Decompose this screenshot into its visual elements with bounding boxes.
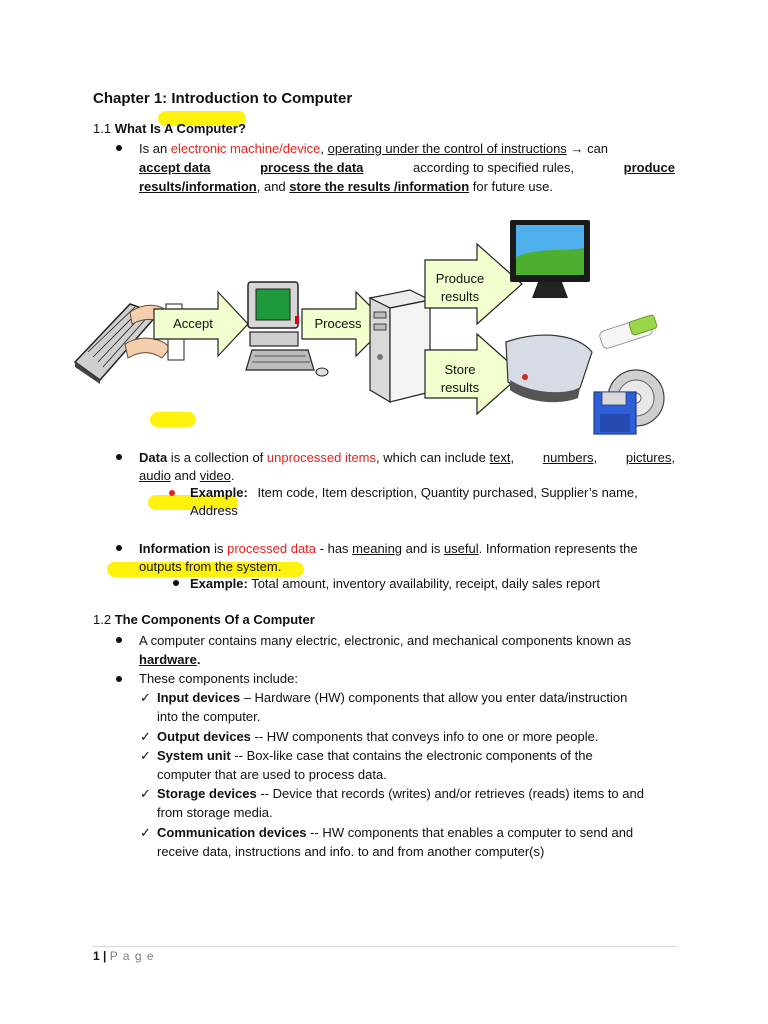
text: - has xyxy=(316,541,353,556)
page-number: 1 xyxy=(93,949,100,963)
text: , xyxy=(320,141,328,156)
keyword-produce: produce xyxy=(623,160,675,175)
keyword-results-information: results/information xyxy=(139,179,257,194)
keyword-text: text xyxy=(489,450,511,465)
information-example xyxy=(190,575,600,593)
definition-line-1 xyxy=(139,139,675,158)
section-heading-1-1 xyxy=(93,121,246,136)
check-icon: ✓ xyxy=(140,690,151,705)
keyword-meaning: meaning xyxy=(352,541,403,556)
label-line: results xyxy=(440,289,480,304)
component-system-unit xyxy=(157,746,675,784)
component-input-devices xyxy=(157,688,675,726)
example-label: Example: xyxy=(190,485,248,500)
text: and xyxy=(170,468,200,483)
keyword-information: Information xyxy=(139,541,211,556)
example-text: Total amount, inventory availability, receipt, daily sales report xyxy=(247,576,600,591)
external-drive-icon xyxy=(506,335,592,402)
data-example xyxy=(190,484,638,502)
bullet xyxy=(116,545,122,551)
keyword-processed-data: processed data xyxy=(227,541,317,556)
component-name: System unit xyxy=(157,748,231,763)
section-number: 1.2 xyxy=(93,612,115,627)
component-desc-cont: computer that are used to process data. xyxy=(157,767,387,782)
bullet xyxy=(116,637,122,643)
component-name: Communication devices xyxy=(157,825,307,840)
keyword-audio: audio xyxy=(139,468,171,483)
floppy-disk-cd-icon xyxy=(594,370,664,434)
component-desc-cont: from storage media. xyxy=(157,805,273,820)
keyword-accept-data: accept data xyxy=(139,160,211,175)
page-footer xyxy=(93,949,155,963)
bullet xyxy=(169,490,175,496)
definition-line-2 xyxy=(139,158,675,177)
page-label: P a g e xyxy=(109,949,155,963)
component-desc: -- Device that records (writes) and/or retrieves (reads) items to and xyxy=(256,786,644,801)
check-icon: ✓ xyxy=(140,729,151,744)
keyword-useful: useful xyxy=(443,541,479,556)
text: Is an xyxy=(139,141,171,156)
component-desc: -- Box-like case that contains the electronic components of the xyxy=(230,748,593,763)
component-name: Input devices xyxy=(157,690,241,705)
keyword-video: video xyxy=(199,468,231,483)
text: can xyxy=(587,141,609,156)
label-line: results xyxy=(440,380,480,395)
check-icon: ✓ xyxy=(140,786,151,801)
keyword-electronic-machine: electronic machine/device xyxy=(170,141,321,156)
component-communication-devices xyxy=(157,823,675,861)
check-icon: ✓ xyxy=(140,825,151,840)
process-label: Process xyxy=(314,316,362,331)
produce-results-label xyxy=(425,270,495,306)
component-desc: -- HW components that conveys info to one or more people. xyxy=(250,729,599,744)
text: . xyxy=(196,652,201,667)
component-desc: – Hardware (HW) components that allow you enter data/instruction xyxy=(240,690,628,705)
data-definition-line-1: Data is a collection of unprocessed items, which can include text, numbers, pictures, xyxy=(139,450,675,465)
section-heading-1-2 xyxy=(93,612,315,627)
system-unit-icon xyxy=(370,290,430,402)
keyword-control-instructions: operating under the control of instructions xyxy=(327,141,567,156)
text: is a collection of xyxy=(167,450,267,465)
footer-separator: | xyxy=(99,949,110,963)
components-intro: These components include: xyxy=(139,671,298,686)
hardware-line-2 xyxy=(139,650,675,669)
text: and is xyxy=(402,541,444,556)
label-line: Produce xyxy=(435,271,485,286)
text: according to specified rules, xyxy=(412,160,575,175)
label-line: Store xyxy=(444,362,476,377)
bullet xyxy=(116,454,122,460)
component-output-devices xyxy=(157,727,675,746)
keyword-store-results: store the results /information xyxy=(289,179,470,194)
definition-line-3 xyxy=(139,177,675,196)
component-storage-devices xyxy=(157,784,675,822)
text: , which can include xyxy=(376,450,490,465)
store-results-label xyxy=(425,361,495,397)
bullet xyxy=(116,676,122,682)
text: . Information represents the xyxy=(478,541,638,556)
data-example-line-2: Address xyxy=(190,503,238,518)
keyword-data: Data xyxy=(139,450,168,465)
section-title: What Is A Computer? xyxy=(114,121,246,136)
ipo-diagram xyxy=(70,212,670,442)
monitor-icon xyxy=(510,220,590,298)
example-text: Item code, Item description, Quantity purchased, Supplier’s name, xyxy=(257,485,638,500)
bullet xyxy=(173,580,179,586)
keyword-process-data: process the data xyxy=(260,160,364,175)
keyword-pictures: pictures xyxy=(625,450,672,465)
data-definition-line-2 xyxy=(139,466,675,485)
bullet xyxy=(116,145,122,151)
section-number: 1.1 xyxy=(93,121,115,136)
text: for future use. xyxy=(469,179,553,194)
section-title: The Components Of a Computer xyxy=(114,612,315,627)
usb-drive-icon xyxy=(598,314,657,349)
information-definition-line-2: outputs from the system. xyxy=(139,559,282,574)
component-desc-cont: receive data, instructions and info. to and from another computer(s) xyxy=(157,844,545,859)
text: , and xyxy=(256,179,290,194)
hardware-line-1: A computer contains many electric, electronic, and mechanical components known as xyxy=(139,633,632,648)
component-name: Output devices xyxy=(157,729,251,744)
check-icon: ✓ xyxy=(140,748,151,763)
right-arrow-icon: → xyxy=(570,141,584,156)
text: is xyxy=(210,541,228,556)
keyword-unprocessed-items: unprocessed items xyxy=(266,450,377,465)
footer-divider xyxy=(93,946,677,947)
information-definition-line-1 xyxy=(139,539,675,558)
text: . xyxy=(230,468,235,483)
component-desc-cont: into the computer. xyxy=(157,709,261,724)
keyword-numbers: numbers xyxy=(542,450,594,465)
example-label: Example: xyxy=(190,576,248,591)
accept-label: Accept xyxy=(173,316,213,331)
component-name: Storage devices xyxy=(157,786,257,801)
chapter-title: Chapter 1: Introduction to Computer xyxy=(93,90,353,107)
component-desc: -- HW components that enables a computer to send and xyxy=(306,825,634,840)
keyword-hardware: hardware xyxy=(139,652,197,667)
